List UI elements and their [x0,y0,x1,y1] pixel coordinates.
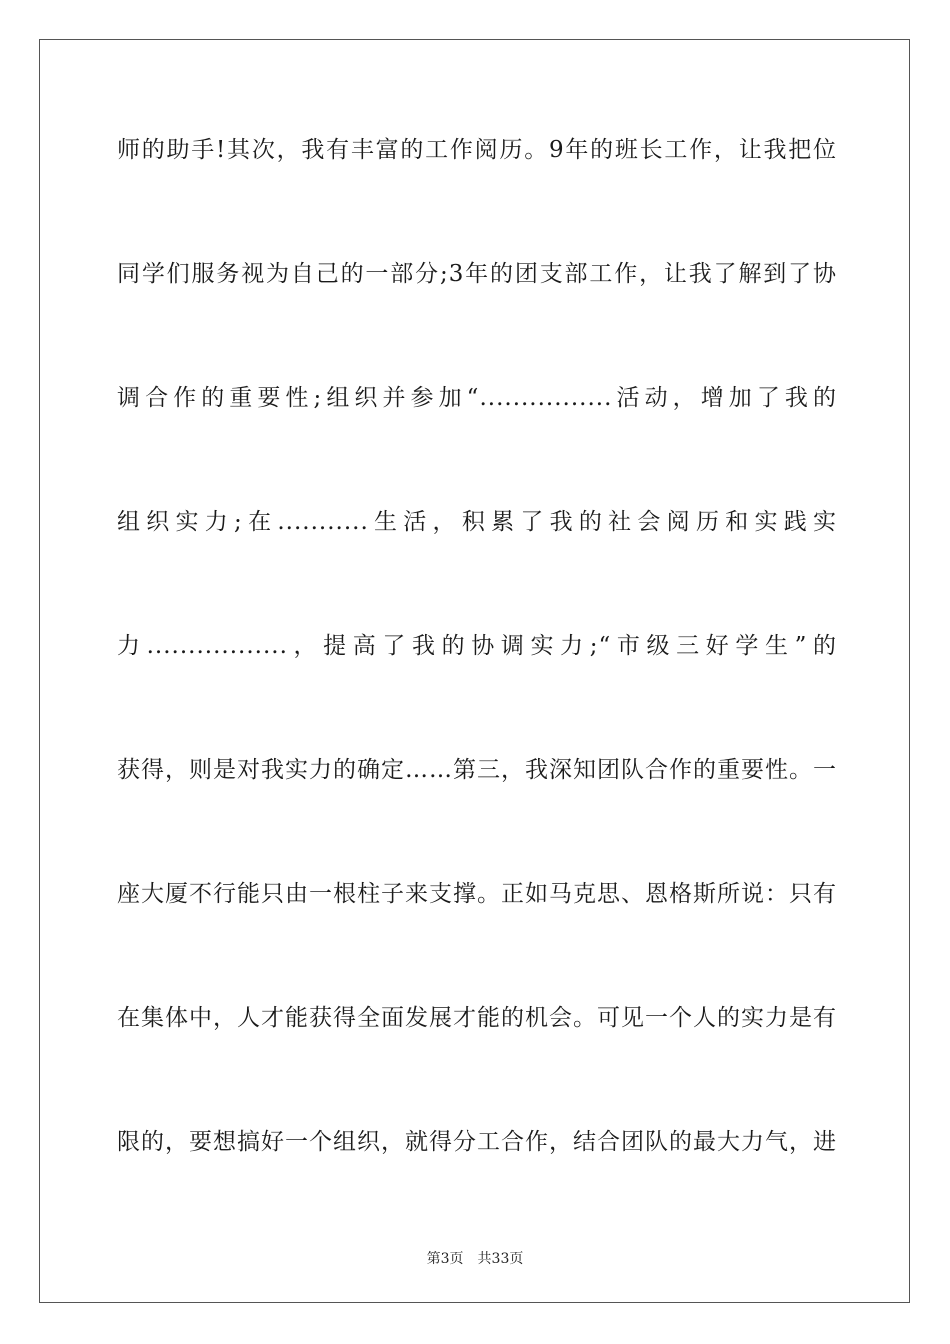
text-line-2: 同学们服务视为自己的一部分;3年的团支部工作，让我了解到了协 [117,261,837,287]
text-line-9: 限的，要想搞好一个组织，就得分工合作，结合团队的最大力气，进 [117,1129,837,1155]
text-line-8: 在集体中，人才能获得全面发展才能的机会。可见一个人的实力是有 [117,1005,837,1031]
text-line-3: 调合作的重要性;组织并参加“................活动，增加了我的 [117,385,837,411]
document-body [117,130,837,1246]
page-footer [0,1248,950,1268]
page-number-total: 共33页 [477,1251,524,1267]
text-line-1: 师的助手!其次，我有丰富的工作阅历。9年的班长工作，让我把位 [117,137,837,163]
text-line-4: 组织实力;在...........生活，积累了我的社会阅历和实践实 [117,509,837,535]
text-line-7: 座大厦不行能只由一根柱子来支撑。正如马克思、恩格斯所说：只有 [117,881,837,907]
text-line-5: 力.................，提高了我的协调实力;“市级三好学生”的 [117,633,837,659]
page-number-current: 第3页 [426,1251,464,1267]
text-line-6: 获得，则是对我实力的确定……第三，我深知团队合作的重要性。一 [117,757,837,783]
